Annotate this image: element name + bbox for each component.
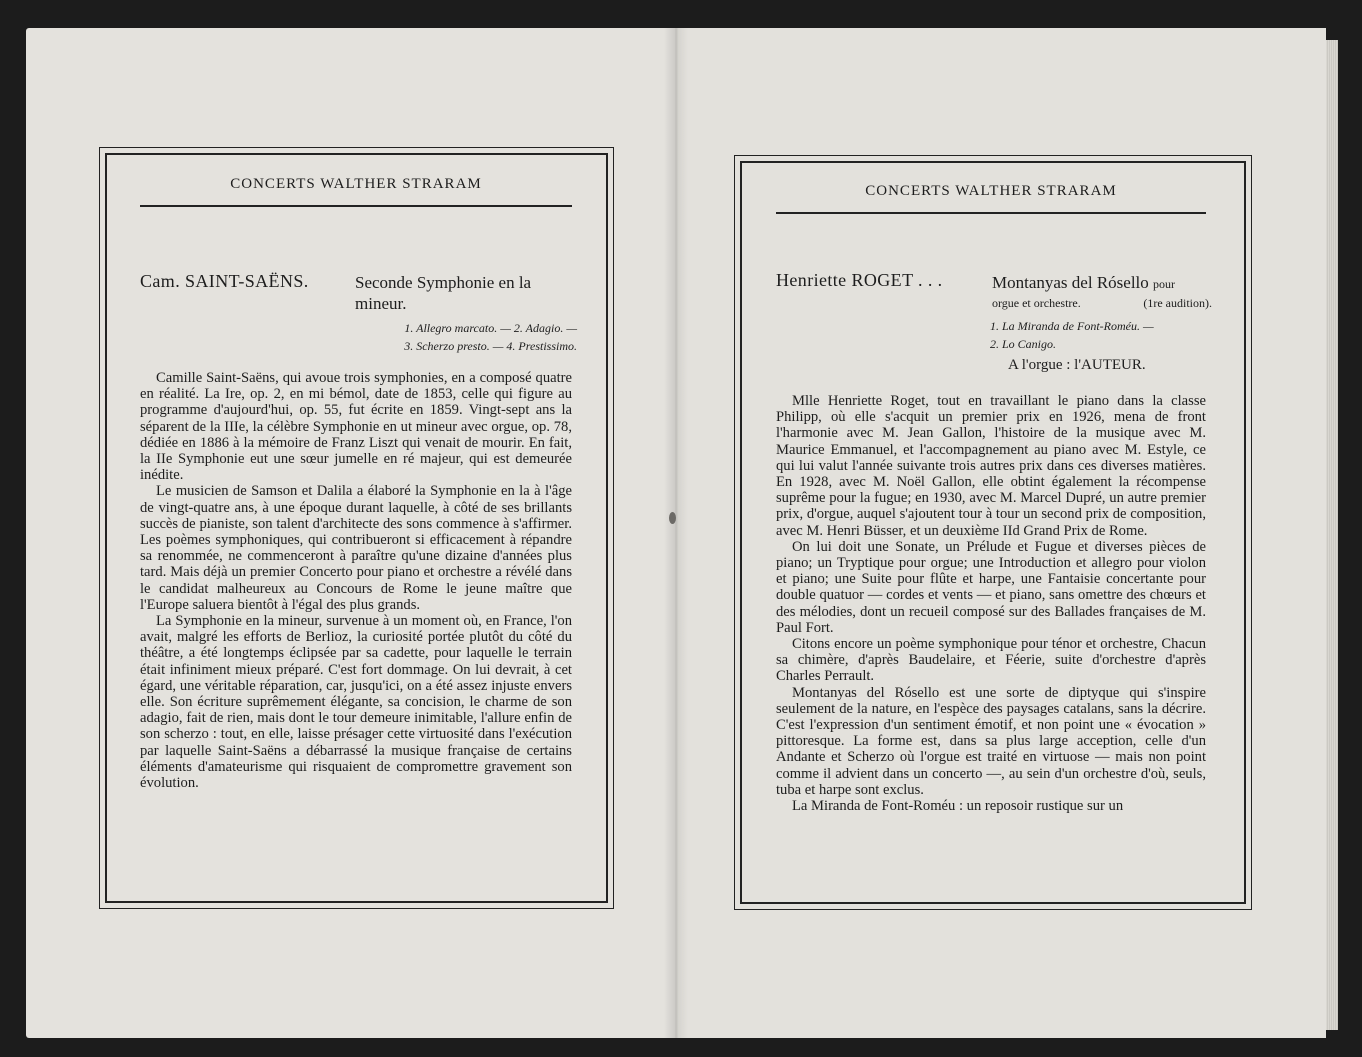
left-paragraph: Le musicien de Samson et Dalila a élaboré la Symphonie en la à l'âge de vingt-quatre ans, à une époque durant laquelle, à côté de ses brillants succès de pianiste, son talent d'architecte des sons commence à s'affirmer. Les poèmes symphoniques, qui contribueront si efficacement à répandre sa renommée, ne commenceront à paraître qu'une dizaine d'années plus tard. Mais déjà un premier Concerto pour piano et orchestre a révélé dans le candidat malheureux au Concours de Rome le jeune maître que l'Europe saluera bientôt à l'égal des plus grands. [140, 483, 572, 613]
right-paragraph: On lui doit une Sonate, un Prélude et Fugue et diverses pièces de piano; un Tryptique pour orgue; une Introduction et allegro pour violon et piano; une Suite pour flûte et harpe, une Fantaisie concertante pour double quatuor — cordes et vents — et piano, sans omettre des chœurs et des mélodies, dont un recueil composé sur des Ballades françaises de M. Paul Fort. [776, 538, 1206, 636]
right-paragraph: La Miranda de Font-Roméu : un reposoir rustique sur un [792, 798, 1124, 815]
right-work-title [992, 272, 1212, 295]
book-gutter [664, 28, 688, 1038]
left-paragraph: Camille Saint-Saëns, qui avoue trois symphonies, en a composé quatre en réalité. La Ire, op. 2, en mi bémol, date de 1853, celle qui figure au programme d'aujourd'hui, op. 55, fut écrite en 1859. Vingt-sept ans la séparent de la IIIe, la célèbre Symphonie en ut mineur avec orgue, op. 78, dédiée en 1886 à la mémoire de Franz Liszt qui venait de mourir. En fait, la IIe Symphonie eut une sœur jumelle en ré majeur, qui est demeurée inédite. [140, 370, 572, 484]
right-paragraph: Montanyas del Rósello est une sorte de diptyque qui s'inspire seulement de la nature, en l'espèce des paysages catalans, sans la décrire. C'est l'expression d'un sentiment émotif, et non point une « évocation » pittoresque. La forme est, dans sa plus large acception, celle d'un Andante et Scherzo où l'orgue est traité en virtuose — mais non point comme il advient dans un concerto —, au sein d'un orchestre d'où, seuls, tuba et harpe sont exclus. [776, 684, 1206, 798]
left-paragraph: La Symphonie en la mineur, survenue à un moment où, en France, l'on avait, malgré les efforts de Berlioz, la curiosité portée plutôt du côté du théâtre, a été longtemps éclipsée par sa cadette, pour laquelle le terrain était infiniment mieux préparé. C'est fort dommage. On lui devrait, à cet égard, une véritable réparation, car, jusqu'ici, on a été assez injuste envers elle. Son écriture suprêmement élégante, sa concision, le charme de son adagio, fait de rien, mais dont le tour demeure inimitable, l'allure enfin de son scherzo : tout, en elle, laisse présager cette virtuosité dans l'exécution par laquelle Saint-Saëns a débarrassé la musique française de certains éléments d'amateurisme qui risquaient de compromettre gravement son évolution. [140, 613, 572, 792]
page-edge-stack [1326, 40, 1338, 1030]
left-movements-line-2: 3. Scherzo presto. — 4. Prestissimo. [404, 339, 577, 353]
left-page-header: CONCERTS WALTHER STRARAM [230, 176, 482, 192]
right-movements-line-2: 2. Lo Canigo. [990, 337, 1057, 351]
binding-hole [669, 512, 676, 524]
left-movements [355, 319, 577, 355]
right-audition-note: (1re audition). [1143, 296, 1212, 310]
right-page-header: CONCERTS WALTHER STRARAM [865, 183, 1117, 199]
left-work-title: Seconde Symphonie en la mineur. [355, 273, 532, 313]
right-work-title-suffix: pour [1153, 277, 1176, 291]
right-movements-line-1: 1. La Miranda de Font-Roméu. — [990, 319, 1154, 333]
right-composer: Henriette ROGET . . . [776, 270, 943, 290]
right-work-subtitle-line [992, 293, 1212, 314]
right-movements [990, 317, 1210, 353]
right-paragraph: Mlle Henriette Roget, tout en travaillant le piano dans la classe Philipp, où elle s'acquit un premier prix en 1926, mena de front l'harmonie avec M. Jean Gallon, l'histoire de la musique avec M. Maurice Emmanuel, et l'accompagnement au piano avec M. Estyle, ce qui lui valut l'année suivante trois autres prix dans ces diverses matières. En 1928, avec M. Noël Gallon, elle obtint également la récompense suprême pour la fugue; en 1930, avec M. Marcel Dupré, un autre premier prix, d'orgue, auquel s'ajoutent tour à tour un second prix de composition, avec M. Henri Büsser, et un deuxième IId Grand Prix de Rome. [776, 393, 1206, 539]
right-paragraph: Citons encore un poème symphonique pour ténor et orchestre, Chacun sa chimère, d'après Baudelaire, et Féerie, suite d'orchestre d'après Charles Perrault. [776, 636, 1206, 685]
right-body-text [776, 393, 1206, 814]
right-header-rule [776, 212, 1206, 214]
right-work-title-main: Montanyas del Rósello [992, 273, 1149, 292]
left-header-rule [140, 205, 572, 207]
right-work-subtitle: orgue et orchestre. [992, 296, 1081, 310]
right-organ-note: A l'orgue : l'AUTEUR. [1008, 357, 1146, 373]
left-movements-line-1: 1. Allegro marcato. — 2. Adagio. — [404, 321, 577, 335]
left-composer: Cam. SAINT-SAËNS. [140, 271, 309, 291]
left-body-text [140, 370, 572, 791]
